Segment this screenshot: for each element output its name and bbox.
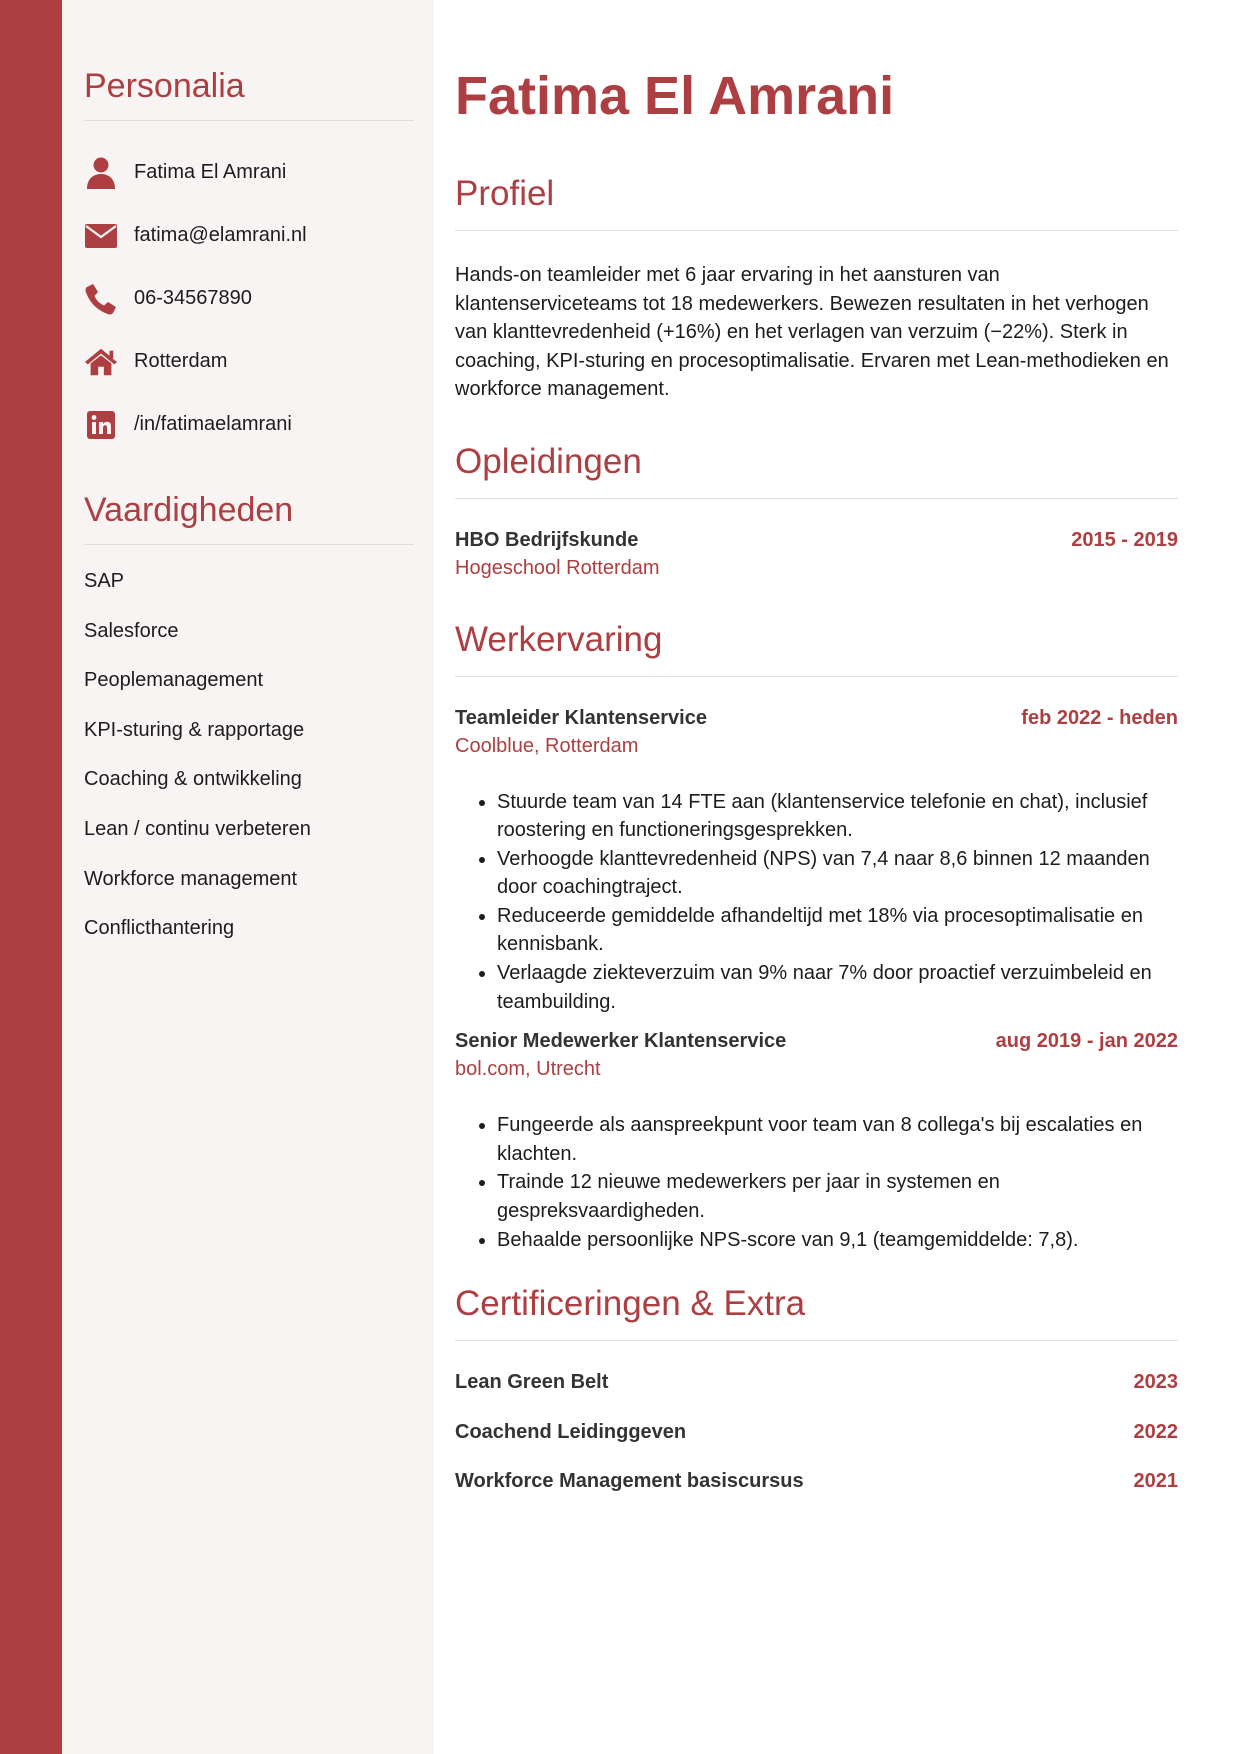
contact-name-text: Fatima El Amrani	[134, 161, 287, 183]
work-heading: Werkervaring	[455, 619, 663, 659]
certification-name: Coachend Leidinggeven	[455, 1420, 687, 1443]
divider	[455, 676, 1178, 677]
certification-name: Lean Green Belt	[455, 1371, 609, 1394]
contact-email-text[interactable]: fatima@elamrani.nl	[134, 224, 307, 246]
job-bullets	[455, 788, 1178, 1017]
degree-title: HBO Bedrijfskunde	[455, 528, 639, 551]
education-item	[455, 529, 1178, 580]
bullet-item: • Fungeerde als aanspreekpunt voor team van 8 collega's bij escalaties en klachten.	[497, 1111, 1178, 1168]
envelope-icon	[84, 219, 118, 253]
bullet-item: • Trainde 12 nieuwe medewerkers per jaar in systemen en gespreksvaardigheden.	[497, 1168, 1178, 1225]
certification-item	[455, 1470, 1178, 1520]
school-name: Hogeschool Rotterdam	[455, 556, 660, 579]
contact-email[interactable]	[84, 204, 414, 267]
certification-year: 2023	[1133, 1371, 1178, 1394]
job-company: Coolblue, Rotterdam	[455, 734, 639, 757]
skill-item: Salesforce	[84, 619, 179, 642]
skill-item: Coaching & ontwikkeling	[84, 768, 302, 791]
job-item	[455, 707, 1178, 1017]
job-item	[455, 1030, 1178, 1254]
divider	[84, 544, 414, 545]
contact-location	[84, 330, 414, 393]
skill-item: Conflicthantering	[84, 917, 235, 940]
personalia-heading: Personalia	[84, 67, 245, 105]
certification-year: 2021	[1133, 1470, 1178, 1493]
profile-text: Hands-on teamleider met 6 jaar ervaring in het aansturen van klantenserviceteams tot 18 medewerkers. Bewezen resultaten in het verhogen van klanttevredenheid (+16%) en het verlagen van verzuim (−22%). Sterk in coaching, KPI-sturing en procesoptimalisatie. Ervaren met Lean-methodieken en workforce management.	[455, 264, 1169, 400]
contact-linkedin[interactable]	[84, 393, 414, 456]
bullet-item: • Verlaagde ziekteverzuim van 9% naar 7% door proactief verzuimbeleid en teambuilding.	[497, 959, 1178, 1016]
contact-list	[84, 141, 414, 456]
profile-section	[455, 172, 1178, 404]
certification-name: Workforce Management basiscursus	[455, 1470, 804, 1493]
certifications-section	[455, 1282, 1178, 1520]
contact-phone-text[interactable]: 06-34567890	[134, 287, 252, 309]
accent-bar	[0, 0, 62, 1754]
profile-heading: Profiel	[455, 174, 555, 213]
bullet-item: • Stuurde team van 14 FTE aan (klantenservice telefonie en chat), inclusief roostering en functioneringsgesprekken.	[497, 788, 1178, 845]
bullet-item: • Behaalde persoonlijke NPS-score van 9,1 (teamgemiddelde: 7,8).	[497, 1226, 1178, 1255]
phone-icon	[84, 282, 118, 316]
divider	[455, 230, 1178, 231]
contact-linkedin-text[interactable]: /in/fatimaelamrani	[134, 413, 292, 435]
divider	[455, 498, 1178, 499]
job-period: aug 2019 - jan 2022	[995, 1030, 1178, 1053]
contact-location-text: Rotterdam	[134, 350, 228, 372]
skill-item: KPI-sturing & rapportage	[84, 718, 305, 741]
job-company: bol.com, Utrecht	[455, 1058, 601, 1081]
divider	[455, 1340, 1178, 1341]
job-role: Teamleider Klantenservice	[455, 706, 707, 729]
skills-heading: Vaardigheden	[84, 491, 294, 529]
linkedin-icon	[84, 408, 118, 442]
bullet-item: • Reduceerde gemiddelde afhandeltijd met 18% via procesoptimalisatie en kennisbank.	[497, 902, 1178, 959]
certifications-heading: Certificeringen & Extra	[455, 1284, 806, 1324]
skill-item: Peoplemanagement	[84, 669, 264, 692]
certification-year: 2022	[1133, 1420, 1178, 1443]
bullet-item: • Verhoogde klanttevredenheid (NPS) van 7,4 naar 8,6 binnen 12 maanden door coachingtraject.	[497, 845, 1178, 902]
skill-item: Workforce management	[84, 867, 298, 890]
certification-list	[455, 1371, 1178, 1520]
candidate-name: Fatima El Amrani	[455, 66, 895, 126]
skill-item: SAP	[84, 570, 125, 592]
job-role: Senior Medewerker Klantenservice	[455, 1030, 787, 1053]
main-content	[455, 60, 1178, 1520]
certification-item	[455, 1421, 1178, 1471]
job-bullets	[455, 1111, 1178, 1254]
education-heading: Opleidingen	[455, 441, 642, 481]
person-icon	[84, 156, 118, 190]
degree-period: 2015 - 2019	[1071, 528, 1178, 551]
divider	[84, 120, 414, 121]
skill-list	[84, 569, 414, 966]
home-icon	[84, 345, 118, 379]
work-section	[455, 618, 1178, 1255]
education-section	[455, 440, 1178, 580]
skill-item: Lean / continu verbeteren	[84, 817, 311, 840]
job-period: feb 2022 - heden	[1021, 706, 1178, 729]
certification-item	[455, 1371, 1178, 1421]
contact-phone[interactable]	[84, 267, 414, 330]
sidebar	[62, 0, 434, 1754]
contact-name	[84, 141, 414, 204]
